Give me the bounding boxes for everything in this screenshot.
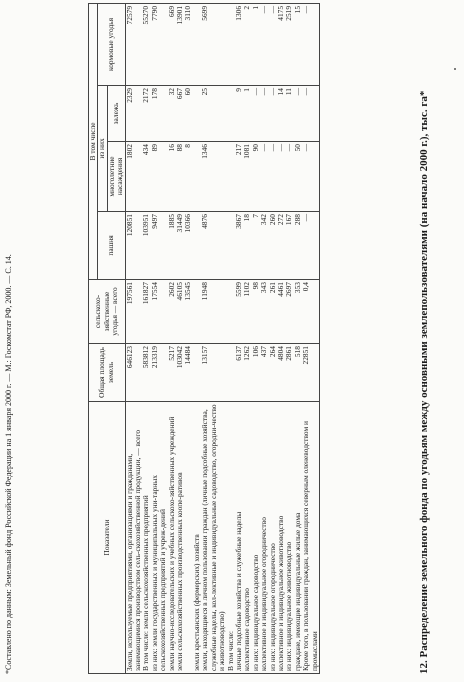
header-including: В том числе (89, 3, 98, 279)
cell-forage: 5699 (201, 3, 226, 85)
row-label: коллективное садоводство (243, 402, 251, 674)
cell-total: 646123 (125, 344, 142, 402)
cell-arable: 3867 (235, 212, 243, 280)
cell-agri: 2602 (168, 280, 176, 344)
row-label: Земли, используемые предприятиями, организациями и гражданами, занимающимися производством сель-скохозяйственной продукции, — всего (125, 402, 142, 674)
cell-perennial: — (302, 142, 319, 212)
table-row (176, 3, 193, 673)
cell-arable: 342 (260, 212, 268, 280)
table-row (235, 3, 243, 673)
cell-fallow: — (252, 86, 260, 142)
cell-fallow: — (260, 86, 268, 142)
cell-forage: — (302, 3, 319, 85)
cell-agri: 17554 (151, 280, 168, 344)
cell-perennial: 217 (235, 142, 243, 212)
table-row (201, 3, 226, 673)
cell-total: 437 (260, 344, 268, 402)
cell-agri: 343 (260, 280, 268, 344)
cell-total: 1262 (243, 344, 251, 402)
header-perennial: многолетние насаждения (107, 142, 125, 212)
cell-fallow: — (269, 86, 277, 142)
cell-total: 518 (294, 344, 302, 402)
cell-fallow: 14 (277, 86, 285, 142)
cell-total: 13157 (201, 344, 226, 402)
cell-forage: 1 (252, 3, 260, 85)
cell-forage: — (269, 3, 277, 85)
table-row (302, 3, 319, 673)
cell-perennial: — (260, 142, 268, 212)
cell-agri: 5599 (235, 280, 243, 344)
cell-arable: 9497 (151, 212, 168, 280)
cell-forage: 4175 (277, 3, 285, 85)
row-label: коллективное и индивидуальное животноводство (277, 402, 285, 674)
cell-arable: 103951 (142, 212, 150, 280)
cell-perennial: 1346 (201, 142, 226, 212)
cell-total: 106 (252, 344, 260, 402)
cell-fallow: — (302, 86, 319, 142)
cell-total: 213319 (151, 344, 168, 402)
row-label: земли, находящиеся в личном пользовании граждан (личные подсобные хозяйства, служебные наделы, кол-лективные и индивидуальные садоводство, огородни-чество и животноводство) (201, 402, 226, 674)
scan-speck (454, 68, 456, 70)
cell-fallow: 11 (285, 86, 293, 142)
cell-total: 22851 (302, 344, 319, 402)
cell-agri: 11948 (201, 280, 226, 344)
cell-perennial: 1802 (125, 142, 142, 212)
cell-total: 6137 (235, 344, 243, 402)
cell-perennial: 88 8 (176, 142, 193, 212)
cell-forage: 72579 (125, 3, 142, 85)
cell-arable: 7 (252, 212, 260, 280)
cell-forage: 1306 (235, 3, 243, 85)
header-agricultural-land: сельскохо-зяйственные угодья — всего (89, 280, 126, 344)
land-fund-table (88, 3, 320, 674)
cell-fallow: 2329 (125, 86, 142, 142)
cell-agri: 1102 (243, 280, 251, 344)
cell-fallow: — (294, 86, 302, 142)
row-label: земли крестьянских (фермерских) хозяйств (193, 402, 201, 674)
cell-arable: — (302, 212, 319, 280)
cell-agri: 4461 (277, 280, 285, 344)
cell-agri: 161827 (142, 280, 150, 344)
cell-fallow: 25 (201, 86, 226, 142)
cell-perennial: 434 (142, 142, 150, 212)
cell-perennial: 1081 (243, 142, 251, 212)
cell-perennial: 90 (252, 142, 260, 212)
cell-arable: 18 (243, 212, 251, 280)
footnote: *Составлено по данным: Земельный фонд Российской Федерации на 1 января 2000 г. — М.: Госкомстат РФ, 2000. — С. 14. (4, 254, 13, 674)
cell-perennial: 16 (168, 142, 176, 212)
cell-agri: 197561 (125, 280, 142, 344)
table-row (151, 3, 168, 673)
cell-arable: 272 (277, 212, 285, 280)
cell-fallow: 9 (235, 86, 243, 142)
cell-total: 264 (269, 344, 277, 402)
row-label: В том числе: земли сельскохозяйственных предприятий (142, 402, 150, 674)
cell-agri: 2697 (285, 280, 293, 344)
cell-forage: — (260, 3, 268, 85)
row-label: земли сельскохозяйственных производственных коопе-ративов (176, 402, 193, 674)
cell-agri: 261 (269, 280, 277, 344)
cell-arable: 1885 (168, 212, 176, 280)
cell-fallow (227, 86, 235, 142)
cell-total: 4804 (277, 344, 285, 402)
header-forage: кормовые угодья (98, 3, 125, 85)
row-label: личные подсобные хозяйства и служебные наделы (235, 402, 243, 674)
row-label: из них: земли государственных и муниципальных уни-тарных сельскохозяйственных предприятий и учреж-дений (151, 402, 168, 674)
cell-agri: 353 (294, 280, 302, 344)
cell-arable: 167 (285, 212, 293, 280)
header-indicator: Показатели (89, 402, 126, 674)
cell-arable: 260 (269, 212, 277, 280)
cell-total: 5217 (168, 344, 176, 402)
cell-total: 103042 14484 (176, 344, 193, 402)
row-label: земли научно-исследовательских и учебных сельскохо-зяйственных учреждений (168, 402, 176, 674)
cell-fallow: 32 (168, 86, 176, 142)
cell-fallow: 178 (151, 86, 168, 142)
table-row (125, 3, 142, 673)
cell-agri: 98 (252, 280, 260, 344)
cell-forage: 15 (294, 3, 302, 85)
row-label: Кроме того, в пользовании граждан, занимающихся северным оленеводством и промыслами (302, 402, 319, 674)
cell-arable: 4876 (201, 212, 226, 280)
cell-forage: 7790 (151, 3, 168, 85)
row-label: из них: индивидуальное животноводство (285, 402, 293, 674)
cell-perennial: 50 (294, 142, 302, 212)
cell-forage: 669 (168, 3, 176, 85)
cell-arable: 31449 10366 (176, 212, 193, 280)
row-label: граждане, имеющие индивидуальные жилые дома (294, 402, 302, 674)
cell-perennial: — (269, 142, 277, 212)
header-of-them: из них (98, 86, 107, 212)
row-label: из них: индивидуальное садоводство (252, 402, 260, 674)
cell-total: 583812 (142, 344, 150, 402)
table-body (125, 3, 319, 673)
cell-perennial: — (277, 142, 285, 212)
header-arable: пашня (98, 212, 125, 280)
cell-forage: 2519 (285, 3, 293, 85)
cell-agri: 46105 13545 (176, 280, 193, 344)
cell-arable: 288 (294, 212, 302, 280)
cell-total: 2861 (285, 344, 293, 402)
cell-fallow: 2172 (142, 86, 150, 142)
table-title: 12. Распределение земельного фонда по угодьям между основными землепользователями (на начало 2000 г.), тыс. га* (418, 90, 430, 674)
cell-fallow: 667 60 (176, 86, 193, 142)
cell-forage: 13901 3110 (176, 3, 193, 85)
cell-perennial: — (285, 142, 293, 212)
header-total-area: Общая площадь земель (89, 344, 126, 402)
cell-forage: 55270 (142, 3, 150, 85)
cell-fallow: 1 (243, 86, 251, 142)
cell-forage: 2 (243, 3, 251, 85)
row-label: В том числе: (227, 402, 235, 674)
cell-agri: 0,4 (302, 280, 319, 344)
row-label: из них: индивидуальное огородничество (269, 402, 277, 674)
header-fallow: залежь (107, 86, 125, 142)
cell-arable: 120851 (125, 212, 142, 280)
cell-perennial: 89 (151, 142, 168, 212)
row-label: коллективное и индивидуальное огородничество (260, 402, 268, 674)
